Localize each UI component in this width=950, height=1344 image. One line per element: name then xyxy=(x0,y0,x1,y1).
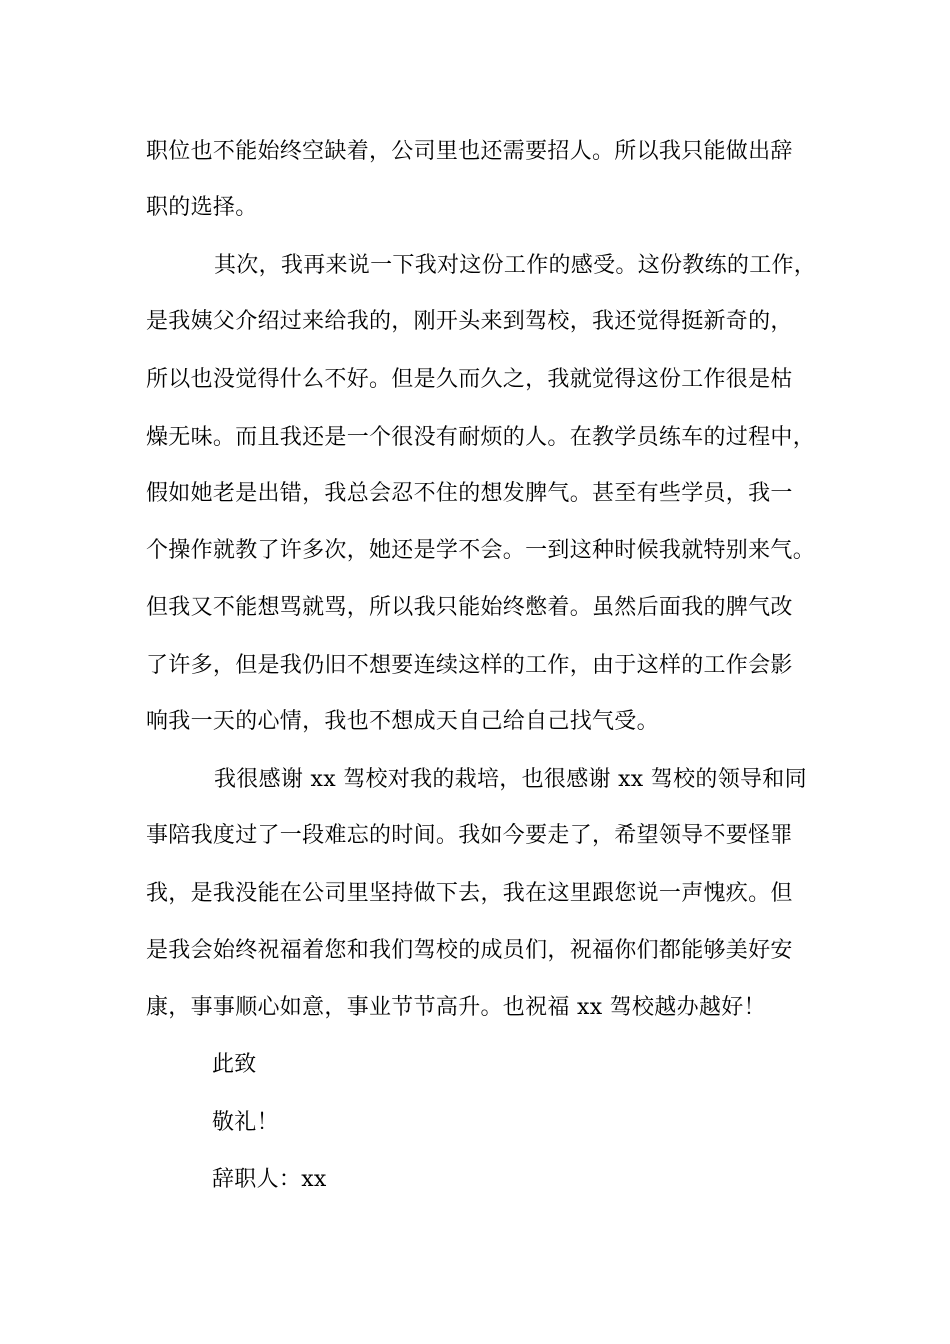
text-line: 我，是我没能在公司里坚持做下去，我在这里跟您说一声愧疚。但 xyxy=(146,881,793,906)
text-line: 职的选择。 xyxy=(146,195,258,220)
text-line: 了许多，但是我仍旧不想要连续这样的工作，由于这样的工作会影 xyxy=(146,653,793,678)
text-line: 其次，我再来说一下我对这份工作的感受。这份教练的工作， xyxy=(214,253,817,278)
text-line: 职位也不能始终空缺着，公司里也还需要招人。所以我只能做出辞 xyxy=(146,139,793,164)
text-line: 所以也没觉得什么不好。但是久而久之，我就觉得这份工作很是枯 xyxy=(146,367,793,392)
text-line: 燥无味。而且我还是一个很没有耐烦的人。在教学员练车的过程中， xyxy=(146,425,816,450)
text-line: 康，事事顺心如意，事业节节高升。也祝福 xx 驾校越办越好！ xyxy=(146,995,766,1020)
text-line: 我很感谢 xx 驾校对我的栽培，也很感谢 xx 驾校的领导和同 xyxy=(214,767,807,792)
text-line: 响我一天的心情，我也不想成天自己给自己找气受。 xyxy=(146,709,659,734)
text-line: 是我姨父介绍过来给我的，刚开头来到驾校，我还觉得挺新奇的， xyxy=(146,309,793,334)
text-line: 个操作就教了许多次，她还是学不会。一到这种时候我就特别来气。 xyxy=(146,538,816,563)
signature: 辞职人：xx xyxy=(212,1167,327,1192)
text-line: 是我会始终祝福着您和我们驾校的成员们，祝福你们都能够美好安 xyxy=(146,938,793,963)
closing-regards: 敬礼！ xyxy=(212,1110,279,1135)
text-line: 事陪我度过了一段难忘的时间。我如今要走了，希望领导不要怪罪 xyxy=(146,823,793,848)
text-line: 假如她老是出错，我总会忍不住的想发脾气。甚至有些学员，我一 xyxy=(146,481,793,506)
closing-salutation: 此致 xyxy=(212,1052,257,1077)
text-line: 但我又不能想骂就骂，所以我只能始终憋着。虽然后面我的脾气改 xyxy=(146,595,793,620)
